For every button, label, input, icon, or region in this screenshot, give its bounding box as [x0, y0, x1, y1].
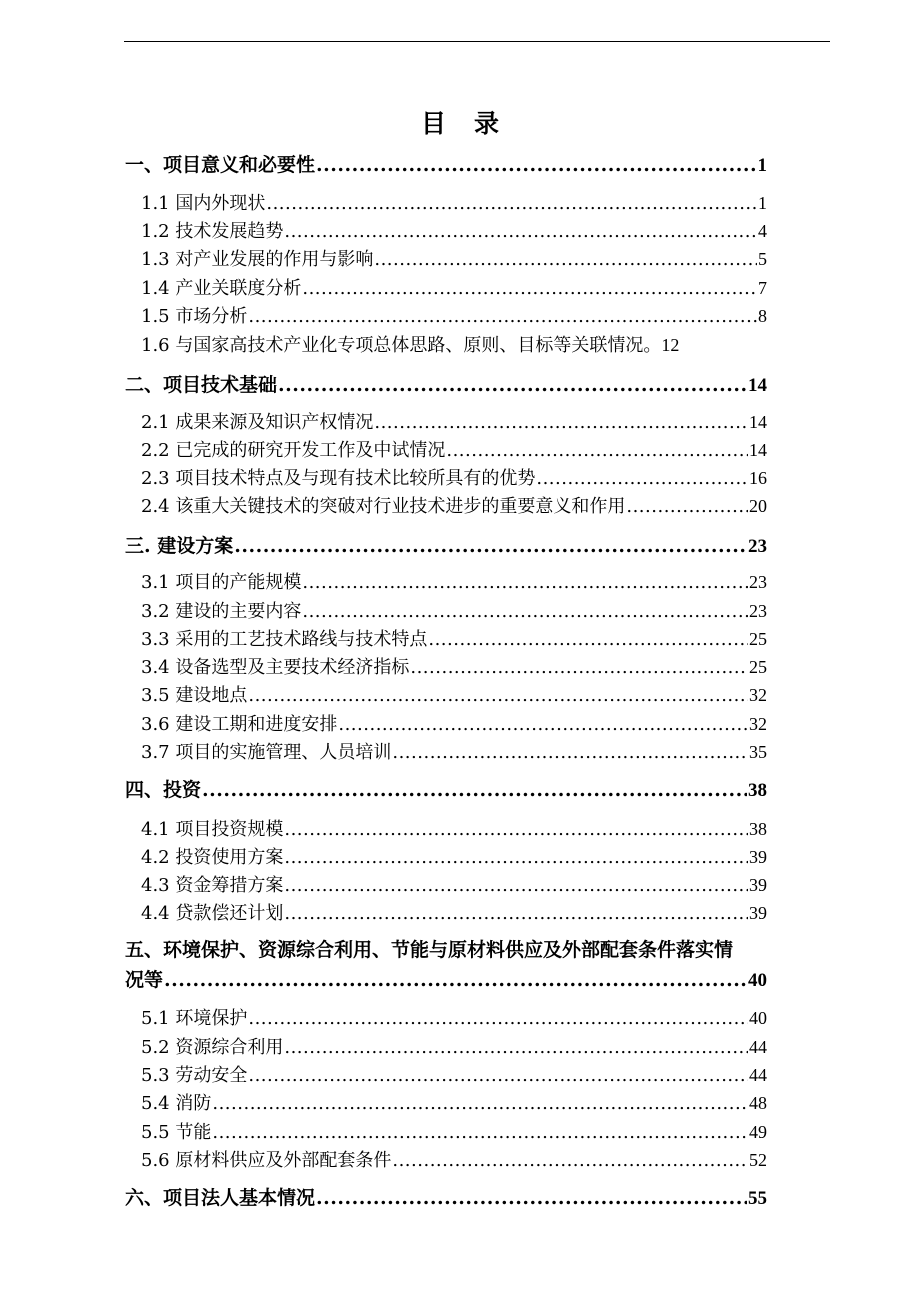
toc-entry-label: 1.5 市场分析 [141, 306, 248, 327]
toc-subsection-entry[interactable] [141, 653, 767, 679]
toc-entry-label: 五、环境保护、资源综合利用、节能与原材料供应及外部配套条件落实情 [125, 939, 734, 961]
toc-dot-leader [392, 1150, 748, 1171]
toc-entry-label: 1.3 对产业发展的作用与影响 [141, 249, 374, 270]
toc-entry-label: 四、投资 [125, 779, 202, 801]
toc-entry-label: 1.4 产业关联度分析 [141, 278, 302, 299]
toc-subsection-entry[interactable] [141, 1033, 767, 1059]
toc-dot-leader [536, 468, 748, 489]
toc-page-number: 39 [749, 847, 767, 867]
toc-entry-label: 3.4 设备选型及主要技术经济指标 [141, 657, 410, 678]
toc-section-entry[interactable] [125, 150, 767, 177]
toc-subsection-entry[interactable] [141, 568, 767, 594]
toc-page-number: 23 [749, 572, 767, 592]
toc-entry-label: 2.2 已完成的研究开发工作及中试情况 [141, 440, 446, 461]
toc-dot-leader [284, 221, 757, 242]
toc-entry-label: 1.2 技术发展趋势 [141, 221, 284, 242]
toc-subsection-entry[interactable] [141, 815, 767, 841]
toc-page-number: 14 [749, 440, 767, 460]
toc-section-entry[interactable] [125, 965, 767, 992]
toc-subsection-entry[interactable] [141, 408, 767, 434]
toc-entry-label: 5.1 环境保护 [141, 1008, 248, 1029]
toc-dot-leader [410, 657, 748, 678]
toc-entry-label: 3.2 建设的主要内容 [141, 601, 302, 622]
toc-subsection-entry[interactable] [141, 217, 767, 243]
toc-page-number: 48 [749, 1093, 767, 1113]
toc-dot-leader [302, 278, 757, 299]
toc-subsection-entry[interactable] [141, 492, 767, 518]
toc-page-number: 1 [757, 155, 767, 176]
toc-subsection-entry[interactable] [141, 738, 767, 764]
toc-dot-leader [248, 685, 748, 706]
toc-entry-label: 5.4 消防 [141, 1093, 212, 1114]
toc-page-number: 44 [749, 1065, 767, 1085]
toc-dot-leader [284, 1037, 748, 1058]
toc-title-char-1: 目 [420, 109, 446, 138]
toc-page-number: 12 [661, 335, 680, 355]
toc-subsection-entry[interactable] [141, 302, 767, 328]
toc-dot-leader [428, 629, 748, 650]
toc-dot-leader [248, 1065, 748, 1086]
toc-subsection-entry[interactable] [141, 274, 767, 300]
toc-page-number: 14 [749, 412, 767, 432]
toc-entry-label: 六、项目法人基本情况 [125, 1187, 316, 1209]
toc-page-number: 49 [749, 1122, 767, 1142]
toc-subsection-entry[interactable] [141, 1146, 767, 1172]
toc-subsection-entry[interactable] [141, 436, 767, 462]
toc-entry-label: 3.6 建设工期和进度安排 [141, 714, 338, 735]
toc-entry-label: 4.2 投资使用方案 [141, 847, 284, 868]
toc-entry-label: 4.3 资金筹措方案 [141, 875, 284, 896]
toc-dot-leader [374, 412, 748, 433]
toc-page-number: 32 [749, 685, 767, 705]
toc-dot-leader [302, 572, 748, 593]
toc-dot-leader [284, 875, 748, 896]
toc-dot-leader [302, 601, 748, 622]
toc-page-number: 1 [758, 193, 767, 213]
toc-dot-leader [234, 535, 747, 557]
toc-entry-label: 1.1 国内外现状 [141, 193, 266, 214]
toc-subsection-entry[interactable] [141, 871, 767, 897]
toc-entry-label: 2.3 项目技术特点及与现有技术比较所具有的优势 [141, 468, 536, 489]
toc-subsection-entry[interactable] [141, 1061, 767, 1087]
toc-page-number: 4 [758, 221, 767, 241]
toc-page-number: 44 [749, 1037, 767, 1057]
toc-subsection-entry[interactable] [141, 710, 767, 736]
toc-subsection-entry[interactable] [141, 331, 767, 357]
toc-page-number: 40 [748, 970, 767, 991]
toc-entry-label: 5.5 节能 [141, 1122, 212, 1143]
toc-dot-leader [248, 1008, 748, 1029]
toc-dot-leader [212, 1122, 748, 1143]
toc-section-entry[interactable] [125, 370, 767, 397]
toc-entry-label: 3.5 建设地点 [141, 685, 248, 706]
toc-entry-label: 5.6 原材料供应及外部配套条件 [141, 1150, 392, 1171]
toc-dot-leader [202, 779, 747, 801]
toc-page-number: 8 [758, 306, 767, 326]
toc-dot-leader [284, 903, 748, 924]
toc-subsection-entry[interactable] [141, 245, 767, 271]
toc-dot-leader [212, 1093, 748, 1114]
toc-section-entry[interactable] [125, 1183, 767, 1210]
toc-entry-label: 3.3 采用的工艺技术路线与技术特点 [141, 629, 428, 650]
toc-page-number: 25 [749, 657, 767, 677]
toc-entry-label: 2.4 该重大关键技术的突破对行业技术进步的重要意义和作用 [141, 496, 626, 517]
toc-entry-label: 3.7 项目的实施管理、人员培训 [141, 742, 392, 763]
toc-page-number: 38 [748, 780, 767, 801]
toc-page-number: 40 [749, 1008, 767, 1028]
toc-page-number: 52 [749, 1150, 767, 1170]
toc-entry-label: 4.4 贷款偿还计划 [141, 903, 284, 924]
toc-dot-leader [626, 496, 748, 517]
toc-subsection-entry[interactable] [141, 625, 767, 651]
toc-dot-leader [248, 306, 757, 327]
toc-page-number: 7 [758, 278, 767, 298]
toc-section-entry[interactable] [125, 935, 825, 962]
toc-dot-leader [446, 440, 748, 461]
toc-subsection-entry[interactable] [141, 1004, 767, 1030]
toc-subsection-entry[interactable] [141, 464, 767, 490]
toc-subsection-entry[interactable] [141, 597, 767, 623]
toc-page-number: 14 [748, 375, 767, 396]
toc-subsection-entry[interactable] [141, 843, 767, 869]
toc-dot-leader [266, 193, 757, 214]
toc-entry-label: 5.2 资源综合利用 [141, 1037, 284, 1058]
toc-page-number: 25 [749, 629, 767, 649]
toc-page-number: 39 [749, 903, 767, 923]
toc-subsection-entry[interactable] [141, 681, 767, 707]
toc-dot-leader [164, 969, 747, 991]
toc-dot-leader [392, 742, 748, 763]
toc-section-entry[interactable] [125, 531, 767, 558]
toc-page-number: 32 [749, 714, 767, 734]
toc-entry-label: 5.3 劳动安全 [141, 1065, 248, 1086]
toc-subsection-entry[interactable] [141, 1089, 767, 1115]
toc-entry-label: 4.1 项目投资规模 [141, 819, 284, 840]
toc-dot-leader [316, 154, 756, 176]
toc-entry-label: 2.1 成果来源及知识产权情况 [141, 412, 374, 433]
toc-page-number: 20 [749, 496, 767, 516]
toc-dot-leader [374, 249, 757, 270]
toc-subsection-entry[interactable] [141, 1118, 767, 1144]
toc-dot-leader [284, 847, 748, 868]
toc-dot-leader [338, 714, 748, 735]
toc-subsection-entry[interactable] [141, 189, 767, 215]
toc-page-number: 35 [749, 742, 767, 762]
toc-page-number: 5 [758, 249, 767, 269]
toc-dot-leader [316, 1187, 747, 1209]
toc-page-number: 39 [749, 875, 767, 895]
toc-page-number: 23 [748, 536, 767, 557]
toc-entry-label: 3.1 项目的产能规模 [141, 572, 302, 593]
toc-section-entry[interactable] [125, 775, 767, 802]
toc-dot-leader [284, 819, 748, 840]
toc-page-number: 16 [749, 468, 767, 488]
toc-title-char-2: 录 [474, 109, 500, 138]
toc-subsection-entry[interactable] [141, 899, 767, 925]
toc-entry-label: 三. 建设方案 [125, 535, 234, 557]
toc-page-number: 38 [749, 819, 767, 839]
toc-page-number: 55 [748, 1188, 767, 1209]
toc-entry-label: 1.6 与国家高技术产业化专项总体思路、原则、目标等关联情况。 [141, 335, 662, 356]
toc-entry-label: 二、项目技术基础 [125, 374, 278, 396]
toc-dot-leader [278, 374, 747, 396]
toc-entry-label: 况等 [125, 969, 164, 991]
toc-page-number: 23 [749, 601, 767, 621]
toc-entry-label: 一、项目意义和必要性 [125, 154, 316, 176]
